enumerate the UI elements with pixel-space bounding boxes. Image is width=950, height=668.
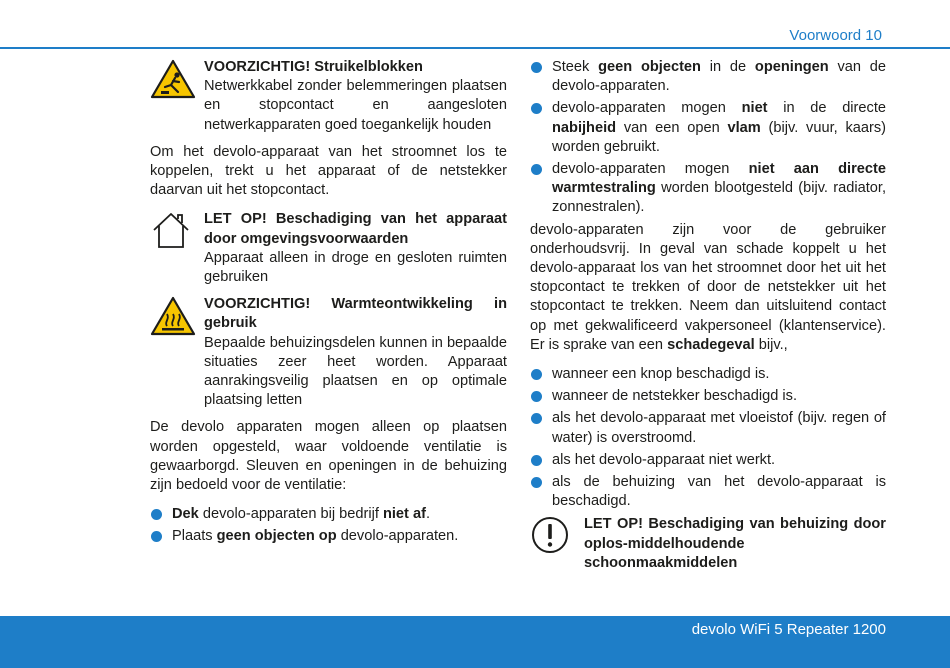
bullet-dot-icon — [531, 369, 542, 380]
list-item — [150, 527, 507, 546]
bullet-dot-icon — [531, 477, 542, 488]
hot-surface-warning-icon — [150, 295, 204, 343]
text: . — [425, 506, 430, 523]
bullet-dot-icon — [151, 531, 162, 542]
left-column — [150, 58, 507, 550]
bullet-list — [530, 58, 886, 218]
list-item — [530, 58, 886, 96]
product-name: devolo WiFi 5 Repeater 1200 — [691, 621, 886, 638]
notice-body: Apparaat alleen in droge en gesloten ruimten gebruiken — [204, 249, 507, 286]
list-item — [530, 365, 886, 384]
notice-title: VOORZICHTIG! Warmteontwikkeling in gebruik — [204, 296, 507, 332]
text: van een open — [616, 119, 728, 136]
bold-text: geen objecten — [598, 59, 701, 75]
paragraph: De devolo apparaten mogen alleen op plaatsen worden opgesteld, waar voldoende ventilatie is gewaarborgd. Sleuven en openingen in de behuizing zijn bedoeld voor de ventilatie: — [150, 419, 507, 494]
bold-text: schadegeval — [667, 336, 755, 353]
text: wanneer een knop beschadigd is. — [552, 366, 770, 383]
bullet-dot-icon — [531, 62, 542, 73]
text: in de — [700, 59, 755, 75]
bold-text: openingen — [754, 59, 829, 75]
notice-heat — [150, 295, 507, 410]
notice-title: VOORZICHTIG! Struikelblokken — [204, 59, 423, 75]
bullet-list — [530, 365, 886, 511]
running-header: Voorwoord 10 — [789, 27, 882, 44]
text: devolo-apparaten. — [336, 528, 459, 545]
bold-text: niet — [741, 100, 768, 117]
text: worden blootgesteld (bijv. radiator, zonnestralen). — [552, 180, 886, 216]
bullet-dot-icon — [151, 509, 162, 520]
text: devolo-apparaten zijn voor de gebruiker onderhoudsvrij. In geval van schade koppelt u het devolo-apparaat los van het stroomnet door het uit het stopcontact te trekken of door de netstekker uit het stopcontact te trekken. Neem dan uitsluitend contact op met gekwalificeerd vakpersoneel (klantenservice). Er is sprake van een — [530, 221, 886, 353]
text: devolo-apparaten mogen — [552, 100, 742, 117]
notice-environment — [150, 210, 507, 287]
list-item — [530, 387, 886, 406]
text: als het devolo-apparaat met vloeistof (bijv. regen of water) is overstroomd. — [552, 410, 886, 446]
text: bijv., — [754, 336, 788, 353]
exclamation-circle-icon — [530, 515, 584, 561]
notice-trip-hazard — [150, 58, 507, 135]
notice-title: LET OP! Beschadiging van het apparaat door omgevingsvoorwaarden — [204, 211, 507, 247]
bullet-dot-icon — [531, 103, 542, 114]
bold-text: Dek — [172, 506, 199, 523]
text: Steek — [552, 59, 599, 75]
paragraph: Om het devolo-apparaat van het stroomnet los te koppelen, trekt u het apparaat of de netstekker daarvan uit het stopcontact. — [150, 143, 507, 199]
paragraph — [530, 221, 886, 355]
header-rule — [0, 47, 950, 49]
notice-title: LET OP! Beschadiging van behuizing door oplos-middelhoudende schoonmaakmiddelen — [584, 516, 886, 571]
page-header — [0, 0, 950, 50]
list-item — [530, 473, 886, 511]
bold-text: geen objecten op — [216, 528, 337, 545]
trip-hazard-warning-icon — [150, 58, 204, 106]
text: (bijv. vuur, kaars) worden gebruikt. — [552, 119, 886, 155]
bullet-dot-icon — [531, 455, 542, 466]
list-item — [530, 451, 886, 470]
page-footer — [0, 616, 950, 668]
text: in de directe — [767, 100, 886, 117]
right-column — [530, 58, 886, 573]
notice-cleaning-agents — [530, 515, 886, 573]
bold-text: niet af — [382, 506, 426, 523]
bullet-dot-icon — [531, 391, 542, 402]
bold-text: nabijheid — [552, 119, 617, 136]
list-item — [530, 160, 886, 218]
bullet-dot-icon — [531, 413, 542, 424]
notice-body: Netwerkkabel zonder belemmeringen plaatsen en stopcontact en aangesloten netwerkapparaten goed toegankelijk houden — [204, 78, 507, 133]
bold-text: niet aan directe warmtestraling — [552, 161, 887, 197]
bold-text: vlam — [727, 119, 761, 136]
text: Plaats — [172, 528, 217, 545]
text: van de devolo-apparaten. — [552, 59, 887, 95]
list-item — [530, 409, 886, 447]
text: devolo-apparaten mogen — [552, 161, 749, 178]
list-item — [150, 505, 507, 524]
text: wanneer de netstekker beschadigd is. — [552, 388, 798, 405]
text: als het devolo-apparaat niet werkt. — [552, 451, 776, 468]
text: als de behuizing van het devolo-apparaat is beschadigd. — [552, 474, 886, 510]
list-item — [530, 99, 886, 157]
house-icon — [150, 210, 204, 256]
text: devolo-apparaten bij bedrijf — [198, 506, 383, 523]
bullet-list — [150, 505, 507, 546]
notice-body: Bepaalde behuizingsdelen kunnen in bepaalde situaties zeer heet worden. Apparaat aanrakingsveilig plaatsen en op optimale plaatsing letten — [204, 334, 507, 409]
bullet-dot-icon — [531, 164, 542, 175]
